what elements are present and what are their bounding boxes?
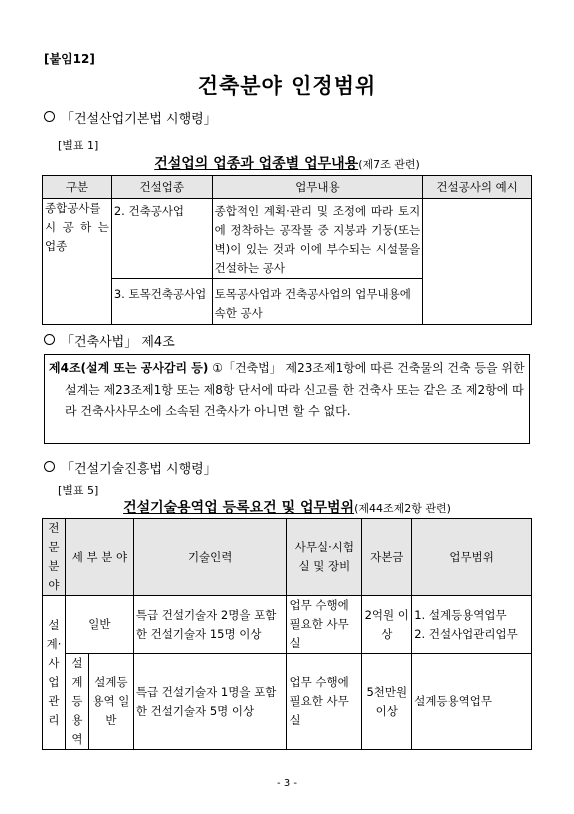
page-title: 건축분야 인정범위 xyxy=(197,74,377,98)
header-category: 구분 xyxy=(43,176,112,199)
section-heading-3 xyxy=(44,458,217,477)
table-title-1: 건설업의 업종과 업종별 업무내용 xyxy=(154,156,359,172)
header-type: 건설업종 xyxy=(111,176,212,199)
section-heading-2 xyxy=(44,331,175,350)
section-heading-text: 「건설산업기본법 시행령」 xyxy=(61,112,217,127)
header-capital: 자본금 xyxy=(362,519,412,596)
table-ref-1: [별표 1] xyxy=(58,139,99,152)
table-cell-content: 토목공사업과 건축공사업의 업무내용에 속한 공사 xyxy=(212,279,423,325)
header-content: 업무내용 xyxy=(212,176,423,199)
table-cell-capital: 5천만원 이상 xyxy=(362,654,412,750)
article-title: 제4조(설계 또는 공사감리 등) xyxy=(49,361,209,375)
article-text: ①「건축법」 제23조제1항에 따른 건축물의 건축 등을 위한 설계는 제23조제1항 또는 제8항 단서에 따라 신고를 한 건축사 또는 같은 조 제2항에 따라 건축사사무소에 소속된 건축사가 아니면 할 수 없다. xyxy=(65,361,525,418)
circle-bullet-icon xyxy=(44,334,55,345)
section-heading-1 xyxy=(44,108,217,127)
table-title-2: 건설기술용역업 등록요건 및 업무범위 xyxy=(123,500,355,516)
table-cell-subfield: 설계등용역 xyxy=(65,654,88,750)
table-cell-scope xyxy=(412,596,532,654)
law-article-box xyxy=(44,354,530,444)
table-cell-office: 업무 수행에 필요한 사무실 xyxy=(287,654,362,750)
header-subfield: 세 부 분 야 xyxy=(65,519,133,596)
category-cell: 종합공사를 시 공 하 는 업종 xyxy=(43,199,112,325)
table-cell-scope xyxy=(412,654,532,750)
scope-item: 설계등용역업무 xyxy=(414,694,492,708)
table-cell-content: 종합적인 계획·관리 및 조정에 따라 토지에 정착하는 공작물 중 지붕과 기둥(또는 벽)이 있는 것과 이에 부수되는 시설물을 건설하는 공사 xyxy=(212,199,423,279)
table-cell-subfield-detail: 설계등 용역 일반 xyxy=(88,654,133,750)
header-scope: 업무범위 xyxy=(412,519,532,596)
table-cell-staff: 특급 건설기술자 2명을 포함한 건설기술자 15명 이상 xyxy=(133,596,287,654)
section-heading-text: 「건설기술진흥법 시행령」 xyxy=(61,462,217,477)
circle-bullet-icon xyxy=(44,461,55,472)
table-cell-office: 업무 수행에 필요한 사무실 xyxy=(287,596,362,654)
header-staff: 기술인력 xyxy=(133,519,287,596)
header-example: 건설공사의 예시 xyxy=(423,176,532,199)
table-note-1: (제7조 관련) xyxy=(358,158,420,171)
header-field: 전문분야 xyxy=(43,519,66,596)
table-cell-type: 2. 건축공사업 xyxy=(111,199,212,279)
table-cell-capital: 2억원 이상 xyxy=(362,596,412,654)
page-number: - 3 - xyxy=(277,778,297,789)
table-cell-staff: 특급 건설기술자 1명을 포함한 건설기술자 5명 이상 xyxy=(133,654,287,750)
attachment-label: [붙임12] xyxy=(44,52,95,66)
table-caption-1 xyxy=(0,153,574,173)
table-ref-2: [별표 5] xyxy=(58,484,99,497)
scope-item: 1. 설계등용역업무 xyxy=(414,607,507,622)
field-cell: 설계·사업관리 xyxy=(43,596,66,750)
table-cell-type: 3. 토목건축공사업 xyxy=(111,279,212,325)
section-heading-text: 「건축사법」 제4조 xyxy=(61,335,175,350)
scope-item: 2. 건설사업관리업무 xyxy=(414,626,518,641)
engineering-service-table xyxy=(42,518,532,750)
table-caption-2 xyxy=(0,497,574,517)
construction-type-table xyxy=(42,175,532,325)
header-office: 사무실·시험 실 및 장비 xyxy=(287,519,362,596)
circle-bullet-icon xyxy=(44,111,55,122)
table-note-2: (제44조제2항 관련) xyxy=(354,502,451,515)
table-cell-example xyxy=(423,199,532,325)
table-cell-subfield: 일반 xyxy=(65,596,133,654)
